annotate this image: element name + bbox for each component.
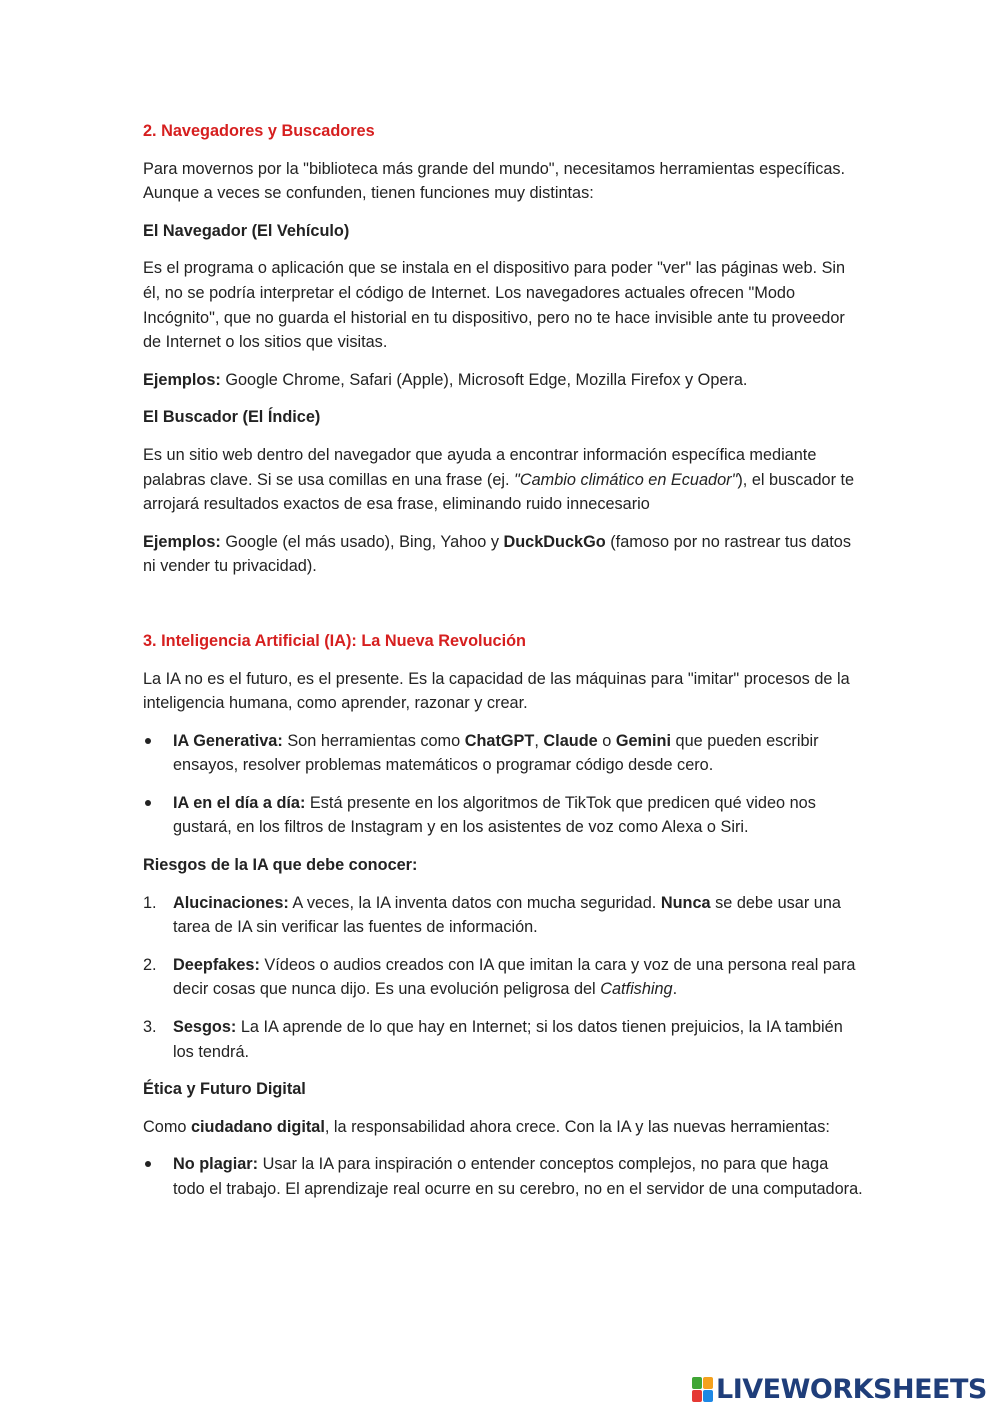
ethics-title: Ética y Futuro Digital <box>143 1080 306 1099</box>
ethics-list <box>143 1152 863 1201</box>
emphasis: Catfishing <box>600 980 673 999</box>
item-label: No plagiar: <box>173 1155 259 1174</box>
item-text: se debe usar una tarea de IA sin verificar las fuentes de información. <box>173 893 841 937</box>
ai-types-list <box>143 729 863 840</box>
item-number: 1. <box>143 893 157 912</box>
buscador-examples <box>143 530 863 579</box>
item-label: IA en el día a día: <box>173 793 306 812</box>
item-label: IA Generativa: <box>173 731 283 750</box>
list-item <box>143 1015 863 1064</box>
tool-name: ChatGPT <box>464 731 535 750</box>
item-text: La IA aprende de lo que hay en Internet; si los datos tienen prejuicios, la IA también los tendrá. <box>173 1018 843 1061</box>
section-3-title: 3. Inteligencia Artificial (IA): La Nueva Revolución <box>143 631 526 650</box>
item-text: que pueden escribir ensayos, resolver problemas matemáticos o programar código desde cero. <box>173 731 819 775</box>
tool-name: Gemini <box>615 731 672 750</box>
section-2-title: 2. Navegadores y Buscadores <box>143 122 375 140</box>
item-text: A veces, la IA inventa datos con mucha seguridad. <box>288 893 661 912</box>
navegador-title: El Navegador (El Vehículo) <box>143 221 350 240</box>
item-label: Alucinaciones: <box>173 893 289 912</box>
liveworksheets-logo-icon <box>692 1376 714 1402</box>
section-3-intro: La IA no es el futuro, es el presente. Es la capacidad de las máquinas para "imitar" procesos de la inteligencia humana, como aprender, razonar y crear. <box>143 669 850 713</box>
item-number: 2. <box>143 955 157 974</box>
examples-text: Google (el más usado), Bing, Yahoo y <box>220 532 504 551</box>
section-2-intro: Para movernos por la "biblioteca más grande del mundo", necesitamos herramientas específicas. Aunque a veces se confunden, tienen funciones muy distintas: <box>143 159 846 203</box>
document-page <box>143 119 863 1215</box>
risks-title: Riesgos de la IA que debe conocer: <box>143 856 418 875</box>
item-number: 3. <box>143 1018 157 1037</box>
buscador-text-part: ), el buscador te arrojará resultados exactos de esa frase, eliminando ruido innecesario <box>143 470 855 514</box>
navegador-text: Es el programa o aplicación que se instala en el dispositivo para poder "ver" las páginas web. Sin él, no se podría interpretar el código de Internet. Los navegadores actuales ofrecen "Modo Incógnito", que no guarda el historial en tu dispositivo, pero no te hace invisible ante tu proveedor de Internet o los sitios que visitas. <box>143 259 846 352</box>
item-text: . <box>672 980 678 999</box>
ethics-text: , la responsabilidad ahora crece. Con la IA y las nuevas herramientas: <box>324 1117 830 1136</box>
item-text: Está presente en los algoritmos de TikTok que predicen qué video nos gustará, en los filtros de Instagram y en los asistentes de voz como Alexa o Siri. <box>173 793 816 837</box>
examples-text: Google Chrome, Safari (Apple), Microsoft Edge, Mozilla Firefox y Opera. <box>220 370 748 389</box>
buscador-text <box>143 443 863 517</box>
risks-list <box>143 891 863 1065</box>
buscador-quote: "Cambio climático en Ecuador" <box>514 470 738 489</box>
duckduckgo-name: DuckDuckGo <box>503 532 606 551</box>
item-label: Deepfakes: <box>173 955 260 974</box>
list-item <box>143 891 863 940</box>
list-item <box>143 729 863 778</box>
list-item <box>143 791 863 840</box>
list-item <box>143 1152 863 1201</box>
buscador-title: El Buscador (El Índice) <box>143 408 321 427</box>
item-text: Son herramientas como <box>282 731 465 750</box>
emphasis: ciudadano digital <box>190 1117 325 1136</box>
logo-text: LIVEWORKSHEETS <box>716 1373 987 1405</box>
tool-name: Claude <box>543 731 598 750</box>
item-label: Sesgos: <box>173 1018 237 1037</box>
examples-label: Ejemplos: <box>143 532 221 551</box>
item-text: Usar la IA para inspiración o entender conceptos complejos, no para que haga todo el trabajo. El aprendizaje real ocurre en su cerebro, no en el servidor de una computadora. <box>173 1155 863 1198</box>
ethics-intro <box>143 1115 863 1140</box>
buscador-text-part: Es un sitio web dentro del navegador que ayuda a encontrar información específica mediante palabras clave. Si se usa comillas en una frase (ej. <box>143 445 817 489</box>
item-text: Vídeos o audios creados con IA que imitan la cara y voz de una persona real para decir cosas que nunca dijo. Es una evolución peligrosa del <box>173 955 856 999</box>
ethics-text: Como <box>143 1117 191 1136</box>
emphasis: Nunca <box>660 893 711 912</box>
examples-label: Ejemplos: <box>143 370 221 389</box>
item-text: , <box>534 731 544 750</box>
examples-text: (famoso por no rastrear tus datos ni vender tu privacidad). <box>143 532 851 576</box>
navegador-examples <box>143 368 863 393</box>
liveworksheets-logo <box>692 1374 987 1404</box>
list-item <box>143 953 863 1002</box>
item-text: o <box>597 731 616 750</box>
